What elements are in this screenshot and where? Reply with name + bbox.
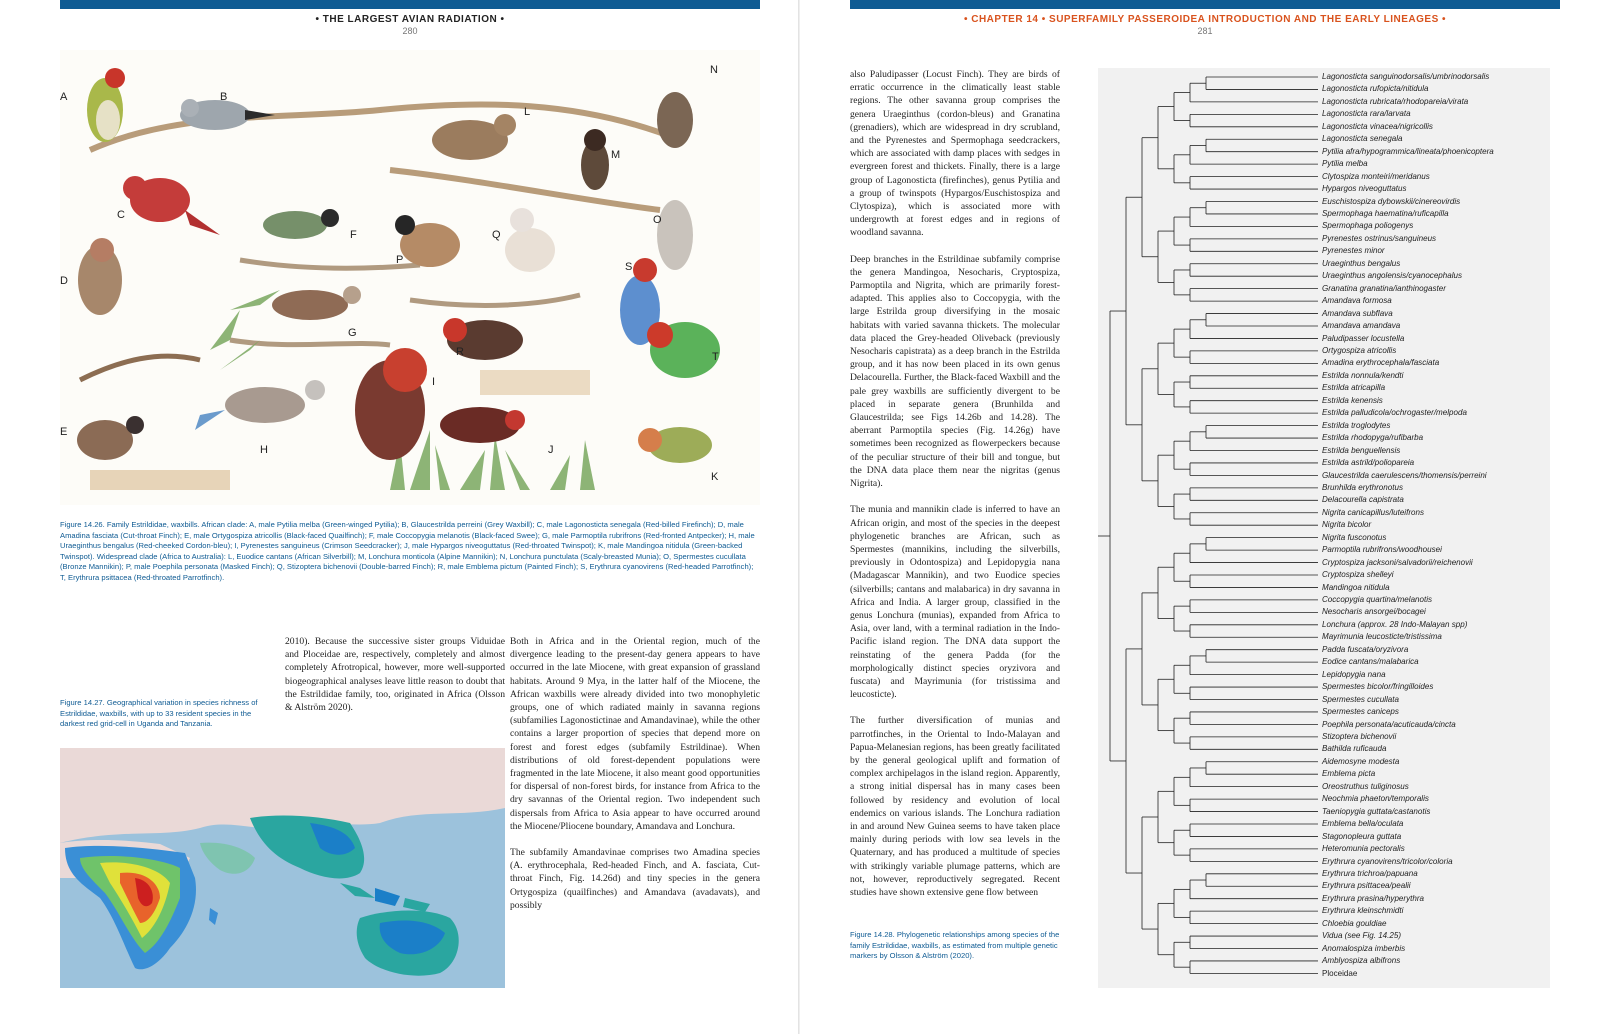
tree-taxon: Delacourella capistrata [1322,495,1404,505]
plate-letter-a: A [60,91,68,103]
tree-taxon: Poephila personata/acuticauda/cincta [1322,719,1456,729]
tree-taxon: Emblema picta [1322,769,1376,779]
tree-taxon: Lagonosticta rubricata/rhodopareia/virata [1322,96,1469,106]
plate-letter-p: P [396,254,404,266]
tree-taxon: Granatina granatina/ianthinogaster [1322,283,1446,293]
plate-letter-f: F [350,229,357,241]
tree-taxon: Lagonosticta rufopicta/nitidula [1322,84,1429,94]
tree-taxon: Mandingoa nitidula [1322,582,1390,592]
running-head-chapter: • CHAPTER 14 • [963,14,1046,25]
tree-taxon: Lagonosticta sanguinodorsalis/umbrinodorsalis [1322,72,1490,81]
tree-taxon: Stizoptera bichenovii [1322,732,1397,742]
tree-taxon: Eodice cantans/malabarica [1322,657,1419,667]
plate-letter-c: C [117,209,125,221]
species-richness-map [60,748,505,988]
bird-plate-illustration [60,50,760,505]
tree-taxon: Erythrura kleinschmidti [1322,906,1404,916]
page-number: 281 [1197,26,1213,36]
plate-letter-t: T [712,351,719,363]
tree-taxon: Estrilda palludicola/ochrogaster/melpoda [1322,408,1467,418]
tree-taxon: Paludipasser locustella [1322,333,1405,343]
tree-taxon: Cryptospiza jacksoni/salvadorii/reichenovii [1322,557,1473,567]
tree-taxon: Oreostruthus tuliginosus [1322,781,1409,791]
tree-taxon: Erythrura prasina/hyperythra [1322,893,1424,903]
tree-taxon: Estrilda troglodytes [1322,420,1391,430]
tree-taxon: Anomalospiza imberbis [1322,943,1406,953]
tree-taxon: Spermestes bicolor/fringilloides [1322,682,1434,692]
tree-taxon: Aidemosyne modesta [1322,756,1400,766]
tree-taxon: Pyrenestes ostrinus/sanguineus [1322,233,1437,243]
plate-letter-l: L [524,106,531,118]
plate-letter-q: Q [492,229,501,241]
tree-taxon: Lagonosticta senegala [1322,134,1403,144]
tree-taxon: Neochmia phaeton/temporalis [1322,794,1429,804]
tree-taxon: Uraeginthus angolensis/cyanocephalus [1322,271,1463,281]
tree-taxon: Estrilda kenensis [1322,395,1383,405]
plate-letter-h: H [260,444,268,456]
plate-letter-r: R [456,346,464,358]
tree-taxon: Hypargos niveoguttatus [1322,184,1407,194]
tree-taxon: Brunhilda erythronotus [1322,482,1403,492]
plate-letter-k: K [711,471,719,483]
tree-taxon: Padda fuscata/oryzivora [1322,644,1409,654]
tree-taxon: Euschistospiza dybowskii/cinereovirdis [1322,196,1461,206]
taxa-list [1322,71,1494,980]
tree-taxon: Heteromunia pectoralis [1322,844,1405,854]
plate-letter-s: S [625,261,633,273]
running-head [850,14,1560,25]
tree-taxon: Erythrura cyanovirens/tricolor/coloria [1322,856,1453,866]
tree-taxon: Pytilia melba [1322,159,1368,169]
figure-14-27-caption: Figure 14.27. Geographical variation in species richness of Estrildidae, waxbills, with up to 33 resident species in the darkest red grid-cell in Uganda and Tanzania. [60,698,258,729]
tree-taxon: Glaucestrilda caerulescens/thomensis/perreini [1322,470,1487,480]
tree-taxon: Clytospiza monteiri/meridanus [1322,171,1430,181]
plate-letter-g: G [348,327,357,339]
tree-taxon: Estrilda atricapilla [1322,383,1386,393]
tree-taxon: Lonchura (approx. 28 Indo-Malayan spp) [1322,619,1468,629]
left-column-1-text: 2010). Because the successive sister groups Viduidae and Ploceidae are, respectively, completely and almost completely Afrotropical, however, more well-supported biogeographical analyses leave little reason to doubt that the Estrildidae family, too, originated in Africa (Olsson & Alström 2020). [285,636,505,714]
figure-14-28-caption: Figure 14.28. Phylogenetic relationships among species of the family Estrildidae, waxbills, as estimated from multiple genetic markers by Olsson & Alström (2020). [850,930,1060,961]
plate-letter-b: B [220,91,228,103]
right-column-text: also Paludipasser (Locust Finch). They are birds of erratic occurrence in the climatically least stable regions. The other savanna group comprises the genera Uraeginthus (cordon-bleus) and Granatina (grenadiers), which are widespread in dry scrubland, and the Pyrenestes and Spermophaga seedcrackers, which are associated with damp places with sedges in evergreen forest and thickets. Finally, there is a large group of Lagonosticta (firefinches), genus Pytilia and a group of twinspots (Hypargos/Euschistospiza and Clytospiza), which is associated more with undergrowth at forest edges and in regions of woodland savanna. Deep branches in the Estrildinae subfamily comprise the genera Mandingoa, Nesocharis, Cryptospiza, Parmoptila and Nigrita, which are primarily forest-adapted. This applies also to Coccopygia, with the large Estrilda group diversifying in the mosaic habitats with varied savanna thickets. The molecular data placed the Grey-headed Oliveback (previously Nesocharis capistrata) as a deep branch in the Estrilda group, and it has now been placed in its own genus Delacourella. Further, the Black-faced Waxbill and the pale grey waxbills are sufficiently divergent to be placed in separate genera (Brunhilda and Glaucestrilda; see Figs 14.26b and 14.28). The aberrant Parmoptila species (Fig. 14.26g) have sometimes been recognized as flowerpeckers because of the peculiar structure of their bill and tongue, but the DNA data place them near the nigritas (genus Nigrita). The munia and mannikin clade is inferred to have an African origin, and most of the species in the deepest phylogenetic branches are African, such as Spermestes (mannikins, including the silverbills, previously in Odontospiza) and Lepidopygia nana (Madagascar Mannikin), and two Euodice species (silverbills; cantans and malabarica) in dry savanna in Africa and India. A larger group, classified in the genus Lonchura (munias), expanded from Africa to Asia, over land, with a terminal radiation in the Indo-Pacific island region. The DNA data support the reinstating of the genera Padda (for the morphologically distinct species oryzivora and fuscata) and Mayrimunia (for tristissima and leucosticte). The further diversification of munias and parrotfinches, in the Oriental to Indo-Malayan and Papua-Melanesian regions, has been greatly facilitated by the general geological uplift and formation of complex archipelagos in the island region. Apparently, a strong initial dispersal has in many cases been followed by residency and evolution of local endemics on various islands. The Lonchura radiation in and around New Guinea seems to have taken place mainly during periods with low sea levels in the Quaternary, and has produced a multitude of species with strikingly variable plumage patterns, which are not, however, reproductively segregated. Recent studies have shown extensive gene flow between [850,69,1060,898]
tree-taxon: Bathilda ruficauda [1322,744,1387,754]
tree-taxon: Nesocharis ansorgei/bocagei [1322,607,1426,617]
phylogenetic-tree [1098,68,1550,988]
plate-letter-n: N [710,64,718,76]
plate-letter-o: O [653,214,662,226]
running-head: • THE LARGEST AVIAN RADIATION • [315,14,505,25]
tree-taxon: Spermophaga haematina/ruficapilla [1322,208,1449,218]
tree-taxon: Amadina erythrocephala/fasciata [1322,358,1440,368]
tree-taxon: Nigrita canicapillus/luteifrons [1322,507,1424,517]
tree-taxon: Ploceidae [1322,968,1358,978]
tree-taxon: Spermestes caniceps [1322,707,1399,717]
plate-letter-j: J [548,444,554,456]
left-column-2-text: Both in Africa and in the Oriental region, much of the divergence leading to the present-day genera appears to have occurred in the late Miocene, with great expansion of grassland habitats. Around 9 Mya, in the latter half of the Miocene, the African waxbills were already divided into two monophyletic groups, one of which radiated mainly in savanna regions (subfamilies Lagonostictinae and Amandavinae), while the other contains a larger proportion of species that depend more on forest and forest edges (subfamily Estrildinae). When distributions of old forest-dependent populations were fragmented in the late Miocene, it also meant good opportunities for dispersal of non-forest birds, for instance from Africa to the dry savannas of the Oriental region. Two independent such dispersals from Africa to Asia appear to have occurred around the Miocene/Pliocene boundary, Amandava and Lonchura. The subfamily Amandavinae comprises two Amadina species (A. erythrocephala, Red-headed Finch, and A. fasciata, Cut-throat Finch, Fig. 14.26d) and tiny species in the genera Ortygospiza (quailfinches) and Amandava (avadavats), and possibly [510,636,760,911]
tree-taxon: Amblyospiza albifrons [1322,956,1401,966]
tree-taxon: Erythrura trichroa/papuana [1322,869,1418,878]
tree-taxon: Amandava amandava [1322,321,1401,331]
tree-taxon: Coccopygia quartina/melanotis [1322,595,1433,605]
plate-letter-e: E [60,426,68,438]
header-bar [850,0,1560,9]
tree-taxon: Pytilia afra/hypogrammica/lineata/phoenicoptera [1322,146,1494,156]
tree-taxon: Nigrita fusconotus [1322,532,1387,542]
tree-taxon: Parmoptila rubrifrons/woodhousei [1322,545,1442,555]
page-number: 280 [402,26,418,36]
tree-taxon: Pyrenestes minor [1322,246,1385,256]
tree-taxon: Amandava subflava [1322,308,1393,318]
tree-taxon: Nigrita bicolor [1322,520,1372,530]
tree-taxon: Emblema bella/oculata [1322,819,1404,829]
plate-letter-i: I [432,376,436,388]
running-head-title: SUPERFAMILY PASSEROIDEA INTRODUCTION AND THE EARLY LINEAGES • [1049,14,1447,25]
plate-letter-m: M [611,149,621,161]
tree-taxon: Taeniopygia guttata/castanotis [1322,806,1431,816]
tree-taxon: Cryptospiza shelleyi [1322,570,1394,580]
tree-taxon: Estrilda nonnula/kendti [1322,370,1404,380]
tree-taxon: Mayrimunia leucosticte/tristissima [1322,632,1442,642]
tree-taxon: Lagonosticta rara/larvata [1322,109,1411,119]
tree-taxon: Amandava formosa [1322,296,1392,306]
tree-taxon: Vidua (see Fig. 14.25) [1322,931,1402,941]
header-bar [60,0,760,9]
tree-taxon: Estrilda astrild/poliopareia [1322,458,1415,468]
tree-taxon: Uraeginthus bengalus [1322,258,1401,268]
tree-taxon: Stagonopleura guttata [1322,831,1402,841]
tree-taxon: Estrilda rhodopyga/rufibarba [1322,433,1424,443]
tree-taxon: Estrilda benguellensis [1322,445,1401,455]
tree-taxon: Chloebia gouldiae [1322,918,1387,928]
tree-taxon: Spermophaga poliogenys [1322,221,1414,231]
tree-taxon: Spermestes cucullata [1322,694,1399,704]
tree-taxon: Ortygospiza atricollis [1322,345,1397,355]
tree-taxon: Lagonosticta vinacea/nigricollis [1322,121,1433,131]
tree-taxon: Lepidopygia nana [1322,669,1386,679]
figure-14-26-caption: Figure 14.26. Family Estrildidae, waxbills. African clade: A, male Pytilia melba (Green-winged Pytilia); B, Glaucestrilda perreini (Grey Waxbill); C, male Lagonosticta senegala (Red-billed Firefinch); D, male Amadina fasciata (Cut-throat Finch); E, male Ortygospiza atricollis (Black-faced Quailfinch); F, male Coccopygia melanotis (Black-faced Swee); G, male Parmoptila rubrifrons (Red-fronted Antpecker); H, male Uraeginthus bengalus (Red-cheeked Cordon-bleu); I, Pyrenestes sanguineus (Crimson Seedcracker); J, male Hypargos niveoguttatus (Red-throated Twinspot); K, male Mandingoa nitidula (Green-backed Twinspot). Widespread clade (Africa to Australia): L, Euodice cantans (African Silverbill); M, Lonchura monticola (Alpine Mannikin); N, Lonchura punctulata (Scaly-breasted Munia); O, Spermestes cucullata (Bronze Mannikin); P, male Poephila personata (Masked Finch); Q, Stizoptera bichenovii (Double-barred Finch); R, male Emblema pictum (Painted Finch); S, Erythrura cyanovirens (Red-headed Parrotfinch); T, Erythrura psittacea (Red-throated Parrotfinch). [60,520,755,582]
plate-letter-d: D [60,275,68,287]
tree-taxon: Erythrura psittacea/pealii [1322,881,1411,891]
